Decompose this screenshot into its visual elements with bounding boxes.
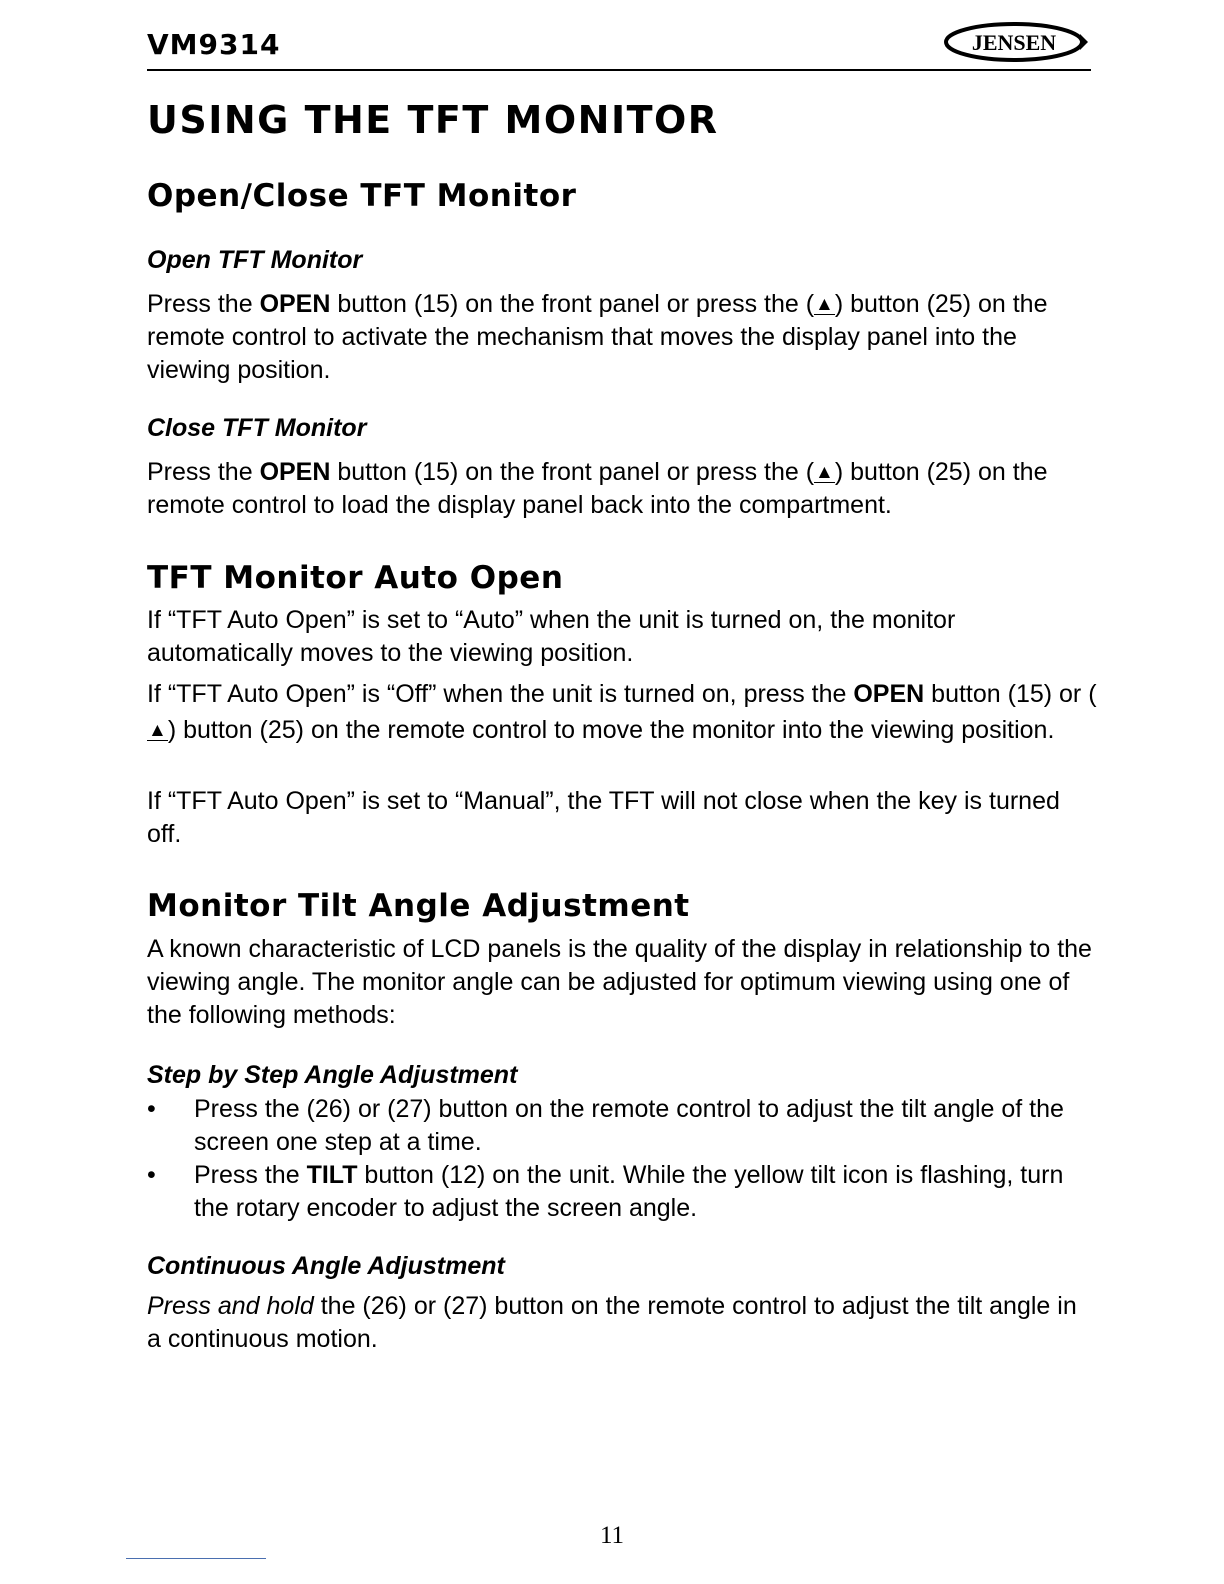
header-rule bbox=[147, 69, 1091, 71]
subheading-open: Open TFT Monitor bbox=[147, 246, 363, 274]
paragraph-auto-3: If “TFT Auto Open” is set to “Manual”, the TFT will not close when the key is turned off. bbox=[147, 787, 1060, 848]
eject-icon: ▲ bbox=[148, 720, 167, 741]
section-heading-tilt: Monitor Tilt Angle Adjustment bbox=[147, 888, 690, 924]
eject-icon: ▲ bbox=[815, 294, 834, 315]
paragraph-continuous: Press and hold the (26) or (27) button on the remote control to adjust the tilt angle in a continuous motion. bbox=[147, 1292, 1077, 1353]
section-heading-open-close: Open/Close TFT Monitor bbox=[147, 178, 577, 214]
page-title: USING THE TFT MONITOR bbox=[147, 98, 719, 142]
paragraph-open: Press the OPEN button (15) on the front panel or press the (▲) button (25) on the remote control to activate the mechanism that moves the display panel into the viewing position. bbox=[147, 290, 1048, 384]
subheading-step: Step by Step Angle Adjustment bbox=[147, 1061, 518, 1089]
paragraph-auto-1: If “TFT Auto Open” is set to “Auto” when the unit is turned on, the monitor automatically moves to the viewing position. bbox=[147, 606, 956, 667]
bullet-icon: • bbox=[147, 1161, 156, 1189]
subheading-continuous: Continuous Angle Adjustment bbox=[147, 1252, 505, 1280]
section-heading-auto-open: TFT Monitor Auto Open bbox=[147, 560, 564, 596]
model-number: VM9314 bbox=[147, 28, 281, 61]
page-number: 11 bbox=[599, 1522, 625, 1549]
bullet-icon: • bbox=[147, 1095, 156, 1123]
paragraph-tilt-intro: A known characteristic of LCD panels is the quality of the display in relationship to the viewing angle. The monitor angle can be adjusted for optimum viewing using one of the following methods: bbox=[147, 935, 1092, 1029]
footer-line bbox=[126, 1558, 266, 1559]
subheading-close: Close TFT Monitor bbox=[147, 414, 367, 442]
paragraph-auto-2: If “TFT Auto Open” is “Off” when the unit is turned on, press the OPEN button (15) or (▲) button (25) on the remote control to move the monitor into the viewing position. bbox=[147, 680, 1097, 744]
bullet-text: Press the TILT button (12) on the unit. While the yellow tilt icon is flashing, turn the rotary encoder to adjust the screen angle. bbox=[194, 1161, 1064, 1222]
bullet-text: Press the (26) or (27) button on the remote control to adjust the tilt angle of the screen one step at a time. bbox=[194, 1095, 1064, 1156]
eject-icon: ▲ bbox=[815, 462, 834, 483]
brand-text: JENSEN bbox=[971, 30, 1057, 55]
jensen-logo bbox=[940, 20, 1090, 64]
paragraph-close: Press the OPEN button (15) on the front panel or press the (▲) button (25) on the remote control to load the display panel back into the compartment. bbox=[147, 458, 1048, 519]
